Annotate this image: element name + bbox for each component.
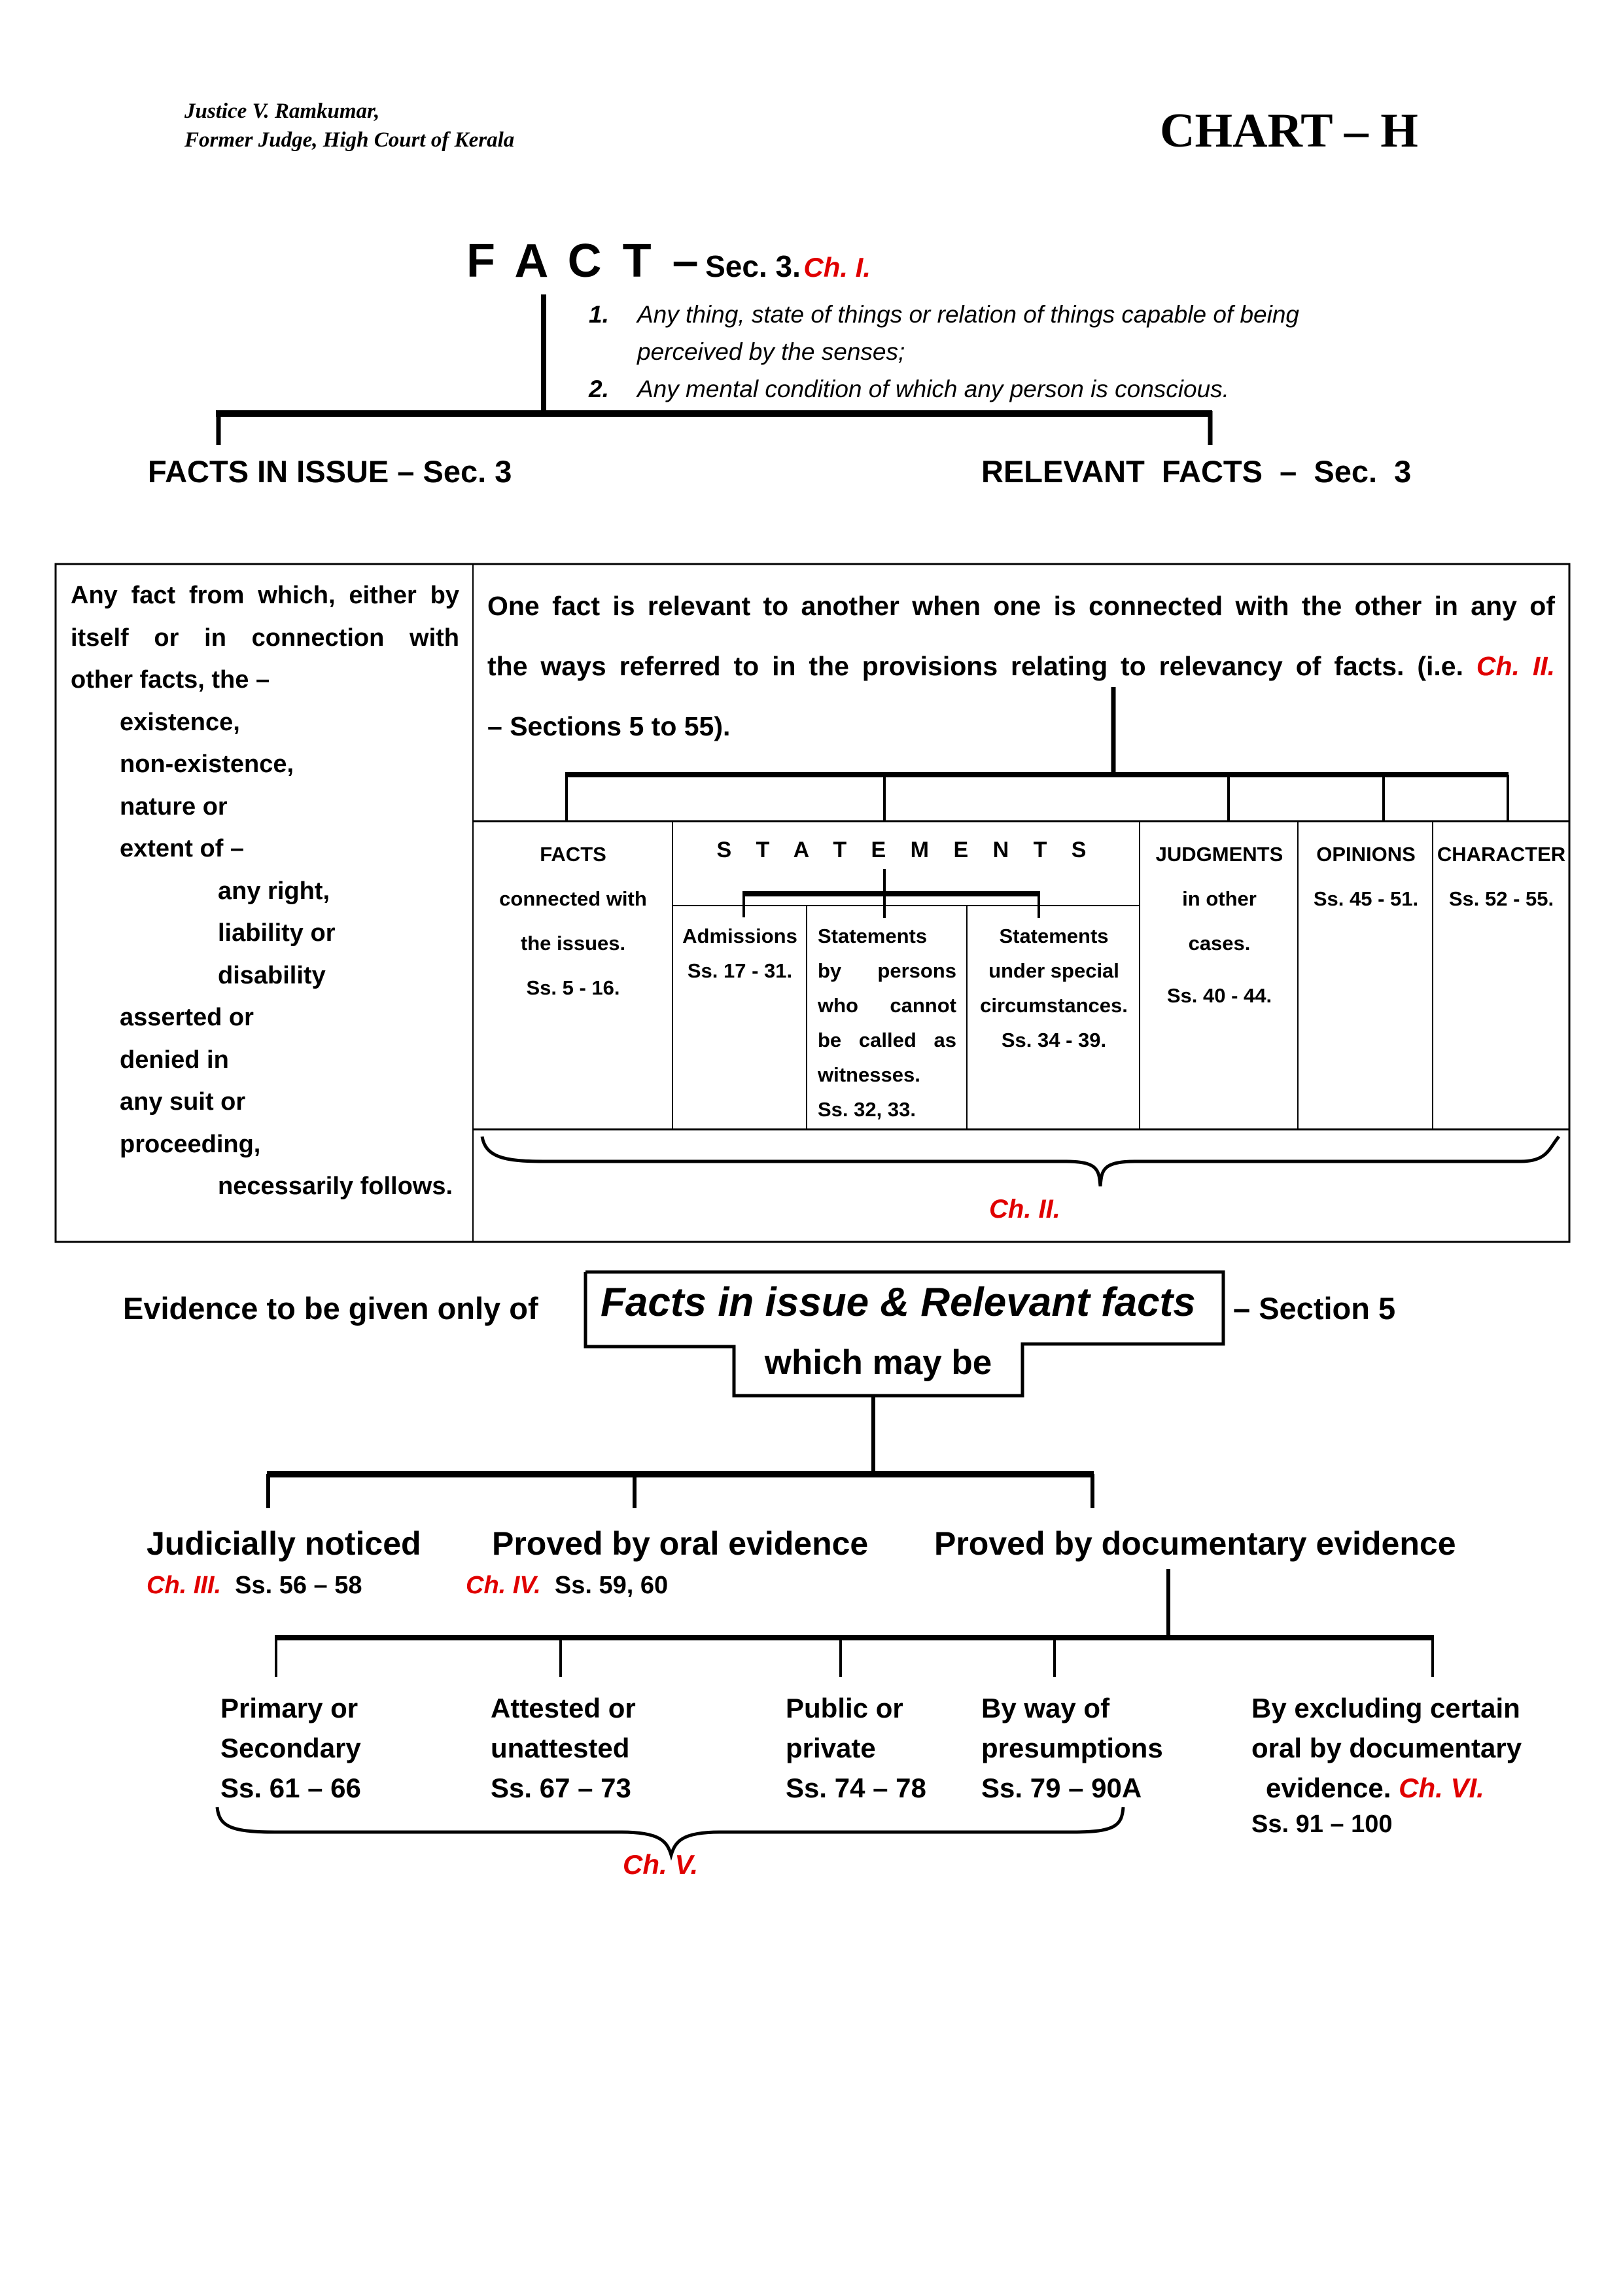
evidence-suffix: – Section 5 xyxy=(1233,1291,1396,1326)
category-statements-title: S T A T E M E N T S xyxy=(716,838,1096,862)
author-name: Justice V. Ramkumar, xyxy=(184,99,380,123)
definition-2: 2. Any mental condition of which any person is conscious. xyxy=(589,376,1229,402)
facts-in-issue-label: FACTS IN ISSUE – Sec. 3 xyxy=(148,454,512,489)
fact-definitions xyxy=(589,296,1299,408)
author-title: Former Judge, High Court of Kerala xyxy=(184,128,515,152)
relevant-facts-definition: One fact is relevant to another when one is connected with the other in any of the ways referred to in the provisions relating to relevancy of facts. (i.e. Ch. II. – Sections 5 to 55). xyxy=(487,591,1555,741)
doc-excluding-oral: By excluding certain oral by documentary evidence. Ch. VI. Ss. 91 – 100 xyxy=(1251,1693,1522,1838)
ch6-ref: Ch. VI. xyxy=(1399,1773,1484,1803)
category-facts: FACTS connected with the issues. Ss. 5 - 16. xyxy=(499,843,647,999)
mode-judicially-noticed: Judicially noticed xyxy=(147,1525,421,1562)
evidence-box-title: Facts in issue & Relevant facts xyxy=(601,1280,1196,1325)
facts-in-issue-definition: Any fact from which, either by itself or in connection with other facts, the – existence, non-existence, nature or extent of – any right, liability or disability asserted or denied in any suit or proceeding, necessarily follows. xyxy=(71,582,459,1200)
chapter-ref: Ch. II. xyxy=(1476,651,1555,681)
chart-title: CHART – H xyxy=(1160,104,1418,158)
fact-heading xyxy=(466,234,871,288)
statement-admissions: Admissions Ss. 17 - 31. xyxy=(682,925,797,982)
doc-presumptions: By way of presumptions Ss. 79 – 90A xyxy=(981,1693,1163,1803)
category-opinions: OPINIONS Ss. 45 - 51. xyxy=(1313,843,1419,910)
author-credit xyxy=(184,97,514,154)
statement-special-circumstances: Statements under special circumstances. Ss. 34 - 39. xyxy=(980,925,1128,1051)
doc-public-private: Public or private Ss. 74 – 78 xyxy=(786,1693,926,1803)
fact-title: F A C T – xyxy=(466,235,703,287)
ch2-brace-label: Ch. II. xyxy=(989,1195,1060,1224)
mode-oral-evidence: Proved by oral evidence xyxy=(492,1525,869,1562)
category-character: CHARACTER Ss. 52 - 55. xyxy=(1437,843,1566,910)
relevant-facts-label: RELEVANT FACTS – Sec. 3 xyxy=(981,454,1412,489)
mode-judicially-noticed-ref: Ch. III. Ss. 56 – 58 xyxy=(147,1572,362,1599)
definition-1: 1. Any thing, state of things or relation of things capable of being perceived by the senses; xyxy=(589,301,1299,365)
mode-oral-evidence-ref: Ch. IV. Ss. 59, 60 xyxy=(466,1572,669,1599)
mode-documentary-evidence: Proved by documentary evidence xyxy=(934,1525,1456,1562)
fact-section: Sec. 3. xyxy=(705,249,801,283)
category-judgments: JUDGMENTS in other cases. Ss. 40 - 44. xyxy=(1155,843,1283,1007)
ch5-brace-label: Ch. V. xyxy=(623,1849,699,1880)
doc-primary-secondary: Primary or Secondary Ss. 61 – 66 xyxy=(220,1693,361,1803)
evidence-box-subtitle: which may be xyxy=(764,1343,992,1382)
statement-persons-not-witnesses: Statements by persons who cannot be called as witnesses. Ss. 32, 33. xyxy=(818,925,956,1121)
fact-chapter: Ch. I. xyxy=(803,252,871,283)
evidence-prefix: Evidence to be given only of xyxy=(123,1291,538,1326)
doc-attested-unattested: Attested or unattested Ss. 67 – 73 xyxy=(491,1693,636,1803)
